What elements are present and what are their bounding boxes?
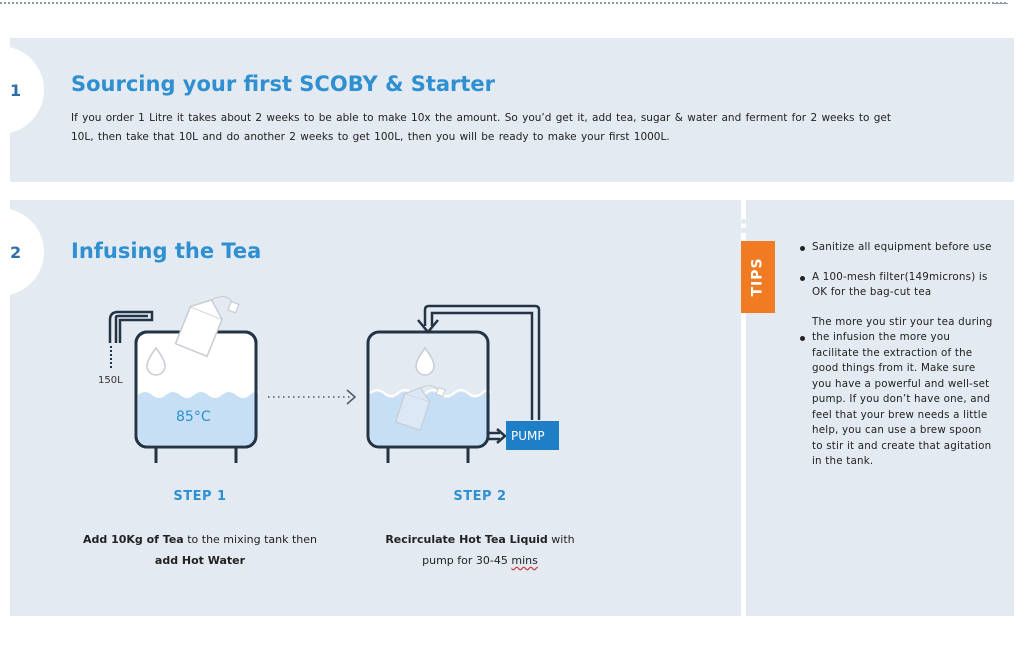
- step-2-caption-text-3: mins: [511, 554, 538, 567]
- top-dotted-rule: [0, 2, 1006, 8]
- tip-item: A 100-mesh filter(149microns) is OK for the bag-cut tea: [799, 270, 995, 301]
- tips-list: [799, 240, 995, 484]
- tip-item: The more you stir your tea during the infusion the more you facilitate the extraction of the good things from it. Make sure you have a powerful and well-set pump. If you don’t have one, and feel that your brew needs a little help, you can use a brew spoon to stir it and create that agitation in the tank.: [799, 315, 995, 470]
- section-2-number: 2: [0, 208, 44, 296]
- pump-arrow-head: [497, 429, 505, 443]
- step-1-caption-bold-2: add Hot Water: [154, 554, 246, 567]
- tank-volume-label: 150L: [98, 375, 123, 386]
- section-1-number: 1: [0, 46, 44, 134]
- step-2-caption: [340, 529, 620, 571]
- divider-dot-top: [741, 219, 746, 224]
- tank-2-drop-icon: [416, 348, 434, 375]
- section-1-title: Sourcing your first SCOBY & Starter: [71, 72, 496, 96]
- tips-tag: [741, 241, 775, 313]
- tips-tag-label: TIPS: [750, 257, 767, 297]
- temperature-label: 85°C: [176, 409, 211, 425]
- step-2-caption-text-2: pump for 30-45: [422, 554, 512, 567]
- section-1-text-line-1: If you order 1 Litre it takes about 2 weeks to be able to make 10x the amount. So you’d get it, add tea, sugar & water and ferment for 2 weeks to get: [71, 112, 891, 124]
- step-1-label: STEP 1: [173, 489, 227, 504]
- step-1-caption-text-1: to the mixing tank then: [183, 533, 318, 546]
- infusion-diagram: [80, 280, 600, 480]
- top-rule-end: [994, 3, 1008, 8]
- section-1-text-line-2: 10L, then take that 10L and do another 2 weeks to get 100L, then you will be ready to make your first 1000L.: [71, 131, 670, 143]
- step-2-caption-text-1: with: [547, 533, 575, 546]
- step-2-caption-bold-1: Recirculate Hot Tea Liquid: [385, 533, 548, 546]
- tip-item: Sanitize all equipment before use: [799, 240, 995, 256]
- pump-label: PUMP: [511, 429, 545, 443]
- section-2-title: Infusing the Tea: [71, 239, 262, 263]
- divider-dot-bottom: [741, 228, 746, 233]
- step-1-caption: [60, 529, 340, 571]
- step-2-label: STEP 2: [453, 489, 507, 504]
- step-1-caption-bold-1: Add 10Kg of Tea: [82, 533, 184, 546]
- recirculation-arrow-head: [418, 320, 438, 332]
- tank-2-liquid: [370, 392, 490, 445]
